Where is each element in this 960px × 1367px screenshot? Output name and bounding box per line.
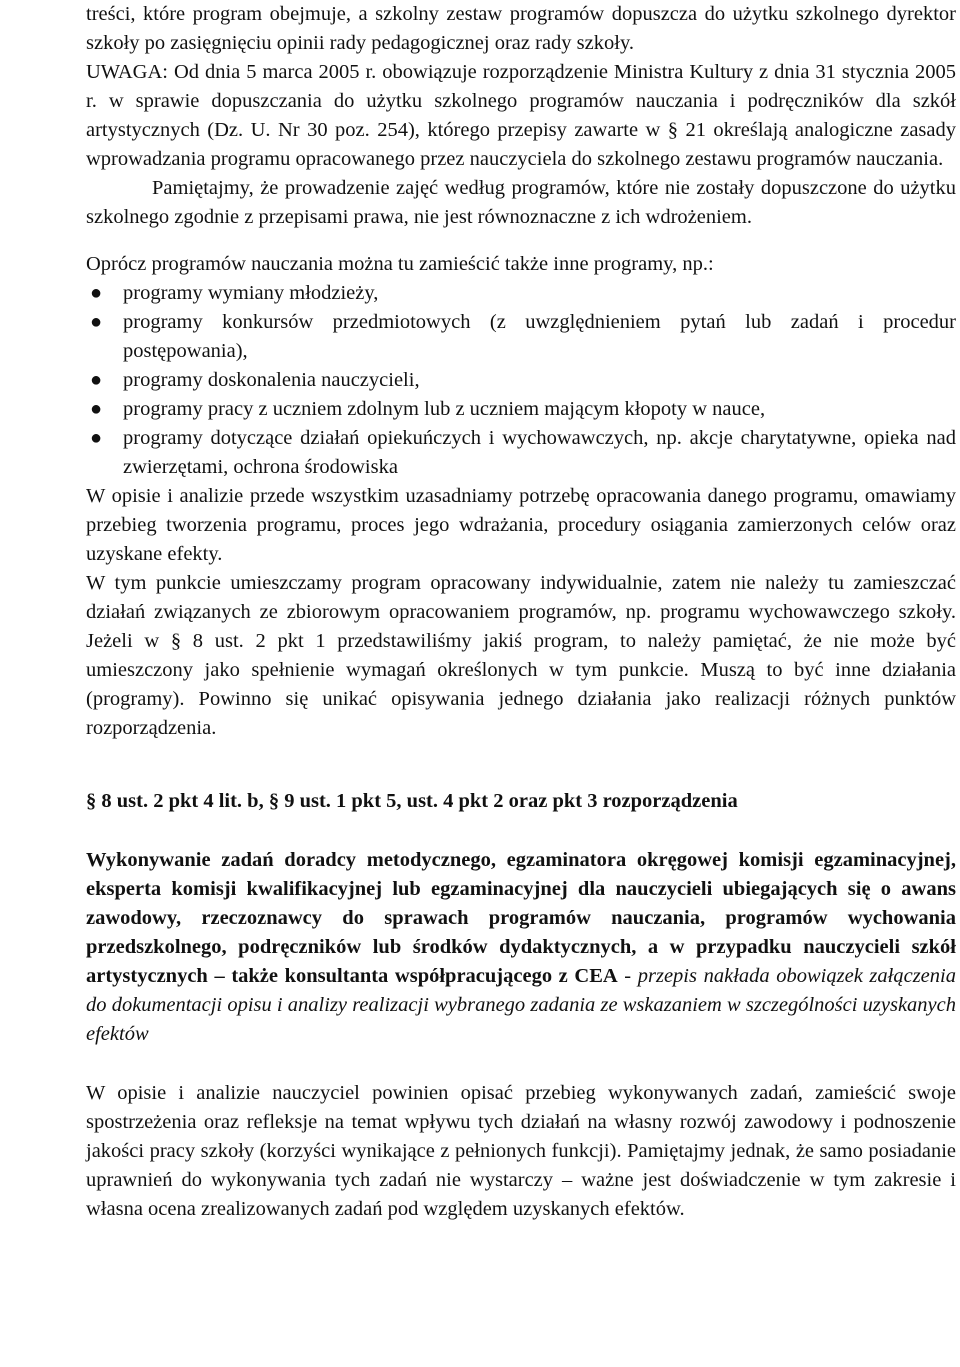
document-page <box>86 0 956 1224</box>
list-item-text: programy konkursów przedmiotowych (z uwzględnieniem pytań lub zadań i procedur postępowania), <box>123 311 956 362</box>
bullet-icon: ● <box>89 282 103 304</box>
list-item-text: programy dotyczące działań opiekuńczych i wychowawczych, np. akcje charytatywne, opieka nad zwierzętami, ochrona środowiska <box>123 427 956 478</box>
list-item <box>86 366 956 395</box>
paragraph-opis: W opisie i analizie przede wszystkim uzasadniamy potrzebę opracowania danego programu, omawiamy przebieg tworzenia programu, proces jego wdrażania, procedury osiągania zamierzonych celów oraz uzyskane efekty. <box>86 485 956 565</box>
paragraph-pamietajmy: Pamiętajmy, że prowadzenie zajęć według programów, które nie zostały dopuszczone do użytku szkolnego zgodnie z przepisami prawa, nie jest równoznaczne z ich wdrożeniem. <box>86 177 956 228</box>
paragraph-punkt: W tym punkcie umieszczamy program opracowany indywidualnie, zatem nie należy tu zamieszczać działań związanych ze zbiorowym opracowaniem programów, np. programu wychowawczego szkoły. Jeżeli w § 8 ust. 2 pkt 1 przedstawiliśmy jakiś program, to należy pamiętać, że nie może być umieszczony jako spełnienie wymagań określonych w tym punkcie. Muszą to być inne działania (programy). Powinno się unikać opisywania jednego działania jako realizacji różnych punktów rozporządzenia. <box>86 572 956 739</box>
list-item <box>86 308 956 366</box>
uwaga-text: Od dnia 5 marca 2005 r. obowiązuje rozporządzenie Ministra Kultury z dnia 31 stycznia 2005 r. w sprawie dopuszczania do użytku szkolnego programów nauczania i podręczników dla szkół artystycznych (Dz. U. Nr 30 poz. 254), którego przepisy zawarte w § 21 określają analogiczne zasady wprowadzania programu opracowanego przez nauczyciela do szkolnego zestawu programów nauczania. <box>86 61 956 170</box>
paragraph-uwaga <box>86 58 956 174</box>
bullet-icon: ● <box>89 311 103 333</box>
spacer <box>86 816 956 846</box>
bullet-icon: ● <box>89 398 103 420</box>
paragraph-final: W opisie i analizie nauczyciel powinien opisać przebieg wykonywanych zadań, zamieścić swoje spostrzeżenia oraz refleksje na temat wpływu tych działań na własny rozwój zawodowy i podnoszenie jakości pracy szkoły (korzyści wynikające z pełnionych funkcji). Pamiętajmy jednak, że samo posiadanie uprawnień do wykonywania tych zadań nie wystarczy – ważne jest doświadczenie w tym zakresie i własna ocena zrealizowanych zadań pod względem uzyskanych efektów. <box>86 1082 956 1220</box>
spacer <box>86 1049 956 1079</box>
paragraph-zadania <box>86 846 956 1049</box>
paragraph-intro: treści, które program obejmuje, a szkolny zestaw programów dopuszcza do użytku szkolnego dyrektor szkoły po zasięgnięciu opinii rady pedagogicznej oraz rady szkoły. <box>86 3 956 54</box>
list-item-text: programy doskonalenia nauczycieli, <box>123 369 420 391</box>
program-list <box>86 279 956 482</box>
bullet-icon: ● <box>89 369 103 391</box>
spacer <box>86 773 956 787</box>
list-item-text: programy wymiany młodzieży, <box>123 282 379 304</box>
paragraph-other-programs: Oprócz programów nauczania można tu zamieścić także inne programy, np.: <box>86 253 714 275</box>
list-item-text: programy pracy z uczniem zdolnym lub z uczniem mającym kłopoty w nauce, <box>123 398 766 420</box>
section-heading: § 8 ust. 2 pkt 4 lit. b, § 9 ust. 1 pkt 5, ust. 4 pkt 2 oraz pkt 3 rozporządzenia <box>86 790 738 812</box>
list-item <box>86 424 956 482</box>
spacer <box>86 743 956 773</box>
italic-note: - przepis nakłada obowiązek załączenia do dokumentacji opisu i analizy realizacji wybranego zadania ze wskazaniem w szczególności uzyskanych efektów <box>86 965 956 1045</box>
list-item <box>86 279 956 308</box>
uwaga-label: UWAGA: <box>86 61 168 83</box>
spacer <box>86 232 956 250</box>
list-item <box>86 395 956 424</box>
bold-description: Wykonywanie zadań doradcy metodycznego, egzaminatora okręgowej komisji egzaminacyjnej, eksperta komisji kwalifikacyjnej lub egzaminacyjnej dla nauczycieli ubiegających się o awans zawodowy, rzeczoznawcy do sprawach programów nauczania, programów wychowania przedszkolnego, podręczników lub środków dydaktycznych, a w przypadku nauczycieli szkół artystycznych – także konsultanta współpracującego z CEA <box>86 849 956 987</box>
bullet-icon: ● <box>89 427 103 449</box>
